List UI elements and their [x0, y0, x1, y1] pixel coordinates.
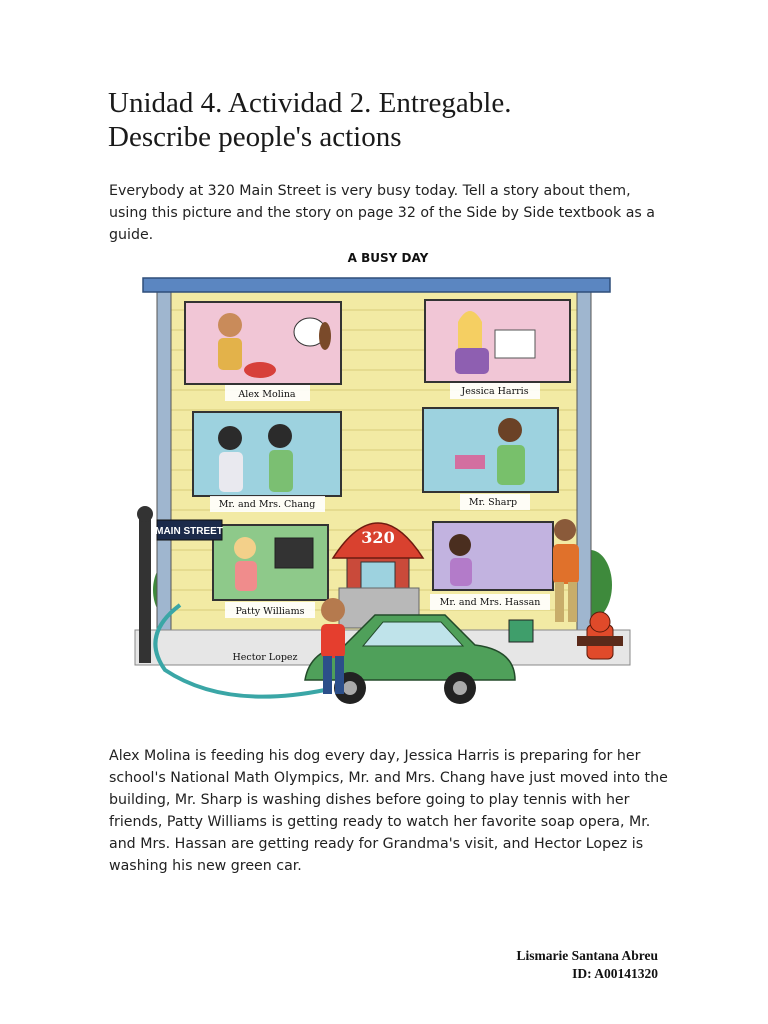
- student-id: ID: A00141320: [572, 966, 658, 981]
- label-sharp: Mr. Sharp: [468, 497, 518, 508]
- sign-pole: [139, 518, 151, 663]
- window-sharp: [423, 408, 558, 492]
- illustration-title: A BUSY DAY: [347, 251, 429, 265]
- bucket: [509, 620, 533, 642]
- building-number: 320: [361, 528, 395, 547]
- story-paragraph: Alex Molina is feeding his dog every day, Jessica Harris is preparing for her school's National Math Olympics, Mr. and Mrs. Chang have just moved into the building, Mr. Sharp is washing dishes before going to play tennis with her friends, Patty Williams is getting ready to watch her favorite soap opera, Mr. and Mrs. Hassan are getting ready for Grandma's visit, and Hector Lopez is washing his new green car.: [109, 748, 668, 874]
- hassan-couple: [449, 534, 472, 586]
- signature-block: [516, 947, 658, 983]
- label-patty: Patty Williams: [235, 606, 305, 617]
- title-line-1: Unidad 4. Actividad 2. Entregable.: [108, 87, 512, 119]
- right-column: [577, 288, 591, 633]
- label-chang: Mr. and Mrs. Chang: [218, 499, 316, 510]
- roof: [143, 278, 610, 292]
- title-line-2: Describe people's actions: [108, 121, 402, 153]
- left-column: [157, 288, 171, 633]
- label-hassan: Mr. and Mrs. Hassan: [439, 597, 541, 608]
- label-alex: Alex Molina: [238, 389, 296, 400]
- student-name: Lismarie Santana Abreu: [516, 948, 658, 963]
- street-sign-text: MAIN STREET: [155, 526, 223, 537]
- page-title: [108, 86, 708, 154]
- sign-pole-top: [137, 506, 153, 522]
- intro-paragraph: Everybody at 320 Main Street is very busy today. Tell a story about them, using this picture and the story on page 32 of the Side by Side textbook as a guide.: [109, 183, 656, 243]
- label-jessica: Jessica Harris: [461, 386, 529, 397]
- busy-day-illustration: [125, 270, 640, 720]
- window-chang: [193, 412, 341, 496]
- label-hector: Hector Lopez: [232, 652, 298, 663]
